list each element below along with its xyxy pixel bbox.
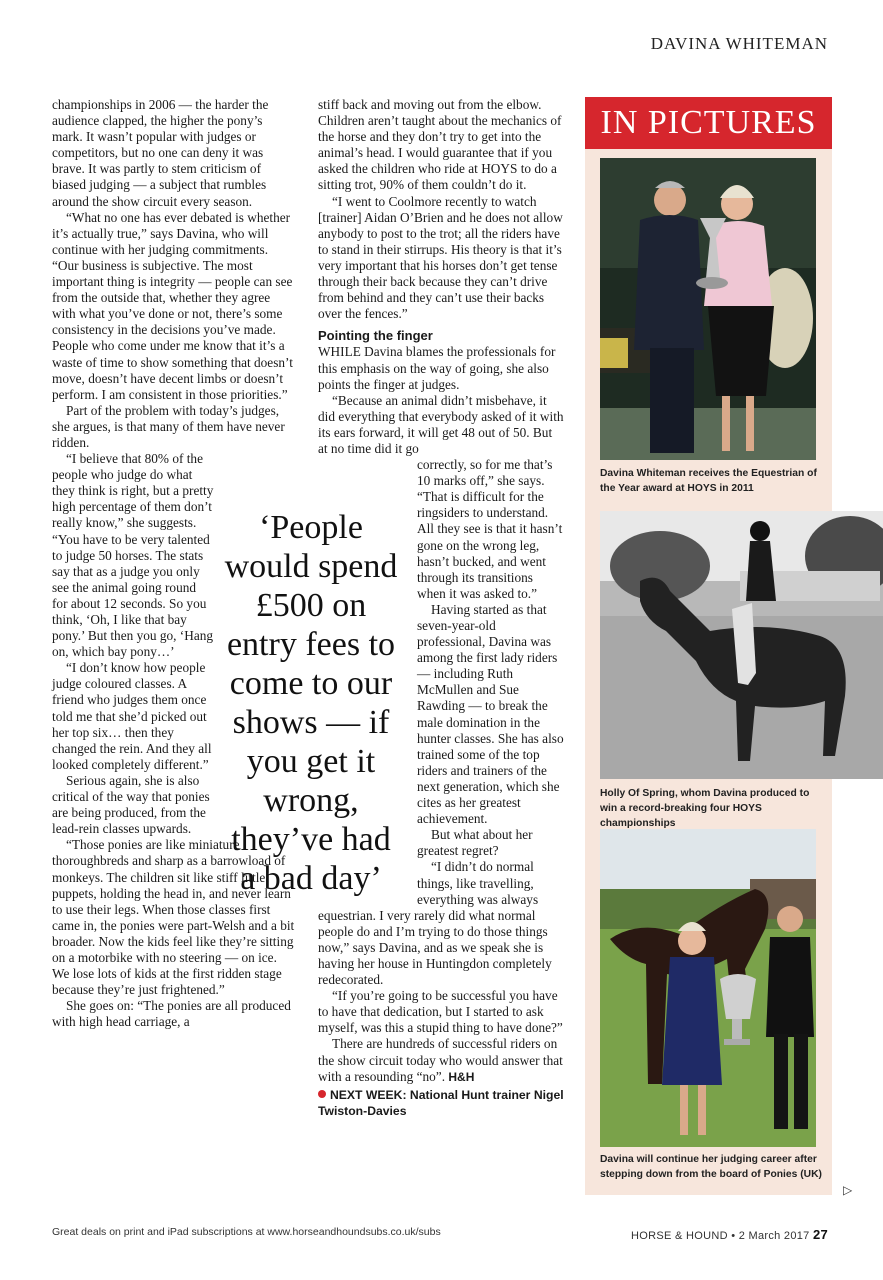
photo-judging-career bbox=[600, 829, 816, 1147]
photo-caption-1: Davina Whiteman receives the Equestrian of the Year award at HOYS in 2011 bbox=[600, 468, 817, 494]
magazine-date: HORSE & HOUND • 2 March 2017 bbox=[631, 1230, 810, 1242]
section-header: DAVINA WHITEMAN bbox=[650, 34, 828, 53]
paragraph: “What no one has ever debated is whether it’s actually true,” says Davina, who will continue with her judging commitments. “Our business is subjective. The most important thing is integrity — people can see from the outside that, whether they agree with what you’ve done or not, there’s some consistency in the decisions you’ve made. People who come under me know that it’s a waste of time to show something that doesn’t move, doesn’t have decent limbs or doesn’t perform. I am consistent in those priorities.” bbox=[52, 209, 293, 402]
paragraph: Part of the problem with today’s judges, she argues, is that many of them have never ridden. bbox=[52, 402, 285, 450]
sidebar-title: IN PICTURES bbox=[585, 97, 832, 149]
wrapped-text-block bbox=[52, 451, 214, 837]
folio bbox=[631, 1227, 828, 1242]
subscription-footer: Great deals on print and iPad subscriptions at www.horseandhoundsubs.co.uk/subs bbox=[52, 1226, 441, 1238]
photo-caption-2: Holly Of Spring, whom Davina produced to win a record-breaking four HOYS championships bbox=[600, 788, 810, 829]
paragraph: “If you’re going to be successful you have to have that dedication, but I started to ask myself, was this a stupid thing to have done?” bbox=[318, 988, 563, 1036]
pony-photo-illustration bbox=[600, 511, 883, 779]
photo-caption-3: Davina will continue her judging career after stepping down from the board of Ponies (UK) bbox=[600, 1154, 822, 1180]
bullet-dot-icon bbox=[318, 1090, 326, 1098]
subheading: Pointing the finger bbox=[318, 328, 433, 344]
photo-holly-of-spring bbox=[600, 511, 883, 779]
paragraph: equestrian. I very rarely did what normal people do and I’m trying to do those things now,” says Davina, and as we speak she is having her house in Huntingdon completely redecorated. bbox=[318, 907, 552, 988]
photo-award-presentation bbox=[600, 158, 816, 460]
trophy-photo-illustration bbox=[600, 829, 816, 1147]
paragraph: championships in 2006 — the harder the audience clapped, the higher the pony’s mark. It wasn’t popular with judges or competitors, but no one can deny it was brave. It was partly to stem criticism of biased judging — a subject that rumbles around the show circuit every season. bbox=[52, 97, 269, 209]
next-page-arrow-icon: ▷ bbox=[843, 1183, 853, 1197]
next-week-teaser bbox=[318, 1087, 564, 1119]
final-paragraph-text: There are hundreds of successful riders on the show circuit today who would answer that with a resounding “no”. bbox=[318, 1036, 563, 1084]
signoff: H&H bbox=[448, 1069, 475, 1084]
pull-quote: ‘People would spend £500 on entry fees to come to our shows — if you get it wrong, they’ve had a bad day’ bbox=[224, 509, 398, 897]
paragraph: WHILE Davina blames the professionals for this emphasis on the way of going, she also points the finger at judges. bbox=[318, 344, 556, 392]
paragraph: Having started as that seven-year-old professional, Davina was among the first lady riders — including Ruth McMullen and Sue Rawding — to break the male domination in the hunter classes. She has also trained some of the top riders and trainers of the next generation, which she cites as her greatest achievement. bbox=[417, 601, 564, 827]
award-photo-illustration bbox=[600, 158, 816, 460]
paragraph: “Those ponies are like miniature thoroughbreds and sharp as a barrowload of monkeys. The children sit like stiff little puppets, holding the head in, and never learn to use their legs. When those classes first came in, the ponies were part-Welsh and a bit broader. Now the kids feel like they’re sitting on a motorbike with no steering — on ice. We lose lots of kids at the first ridden stage because they’re just frightened.” bbox=[52, 837, 295, 998]
paragraph: “Because an animal didn’t misbehave, it did everything that everybody asked of it with its ears forward, it will get 48 out of 50. But at no time did it go bbox=[318, 392, 564, 456]
paragraph: stiff back and moving out from the elbow. Children aren’t taught about the mechanics of the horse and they don’t try to get into the animal’s head. I would guarantee that if you asked the children who ride at HOYS to do a sitting trot, 90% of them couldn’t do it. bbox=[318, 97, 562, 193]
wrapped-text-block bbox=[417, 457, 564, 908]
paragraph: “I don’t know how people judge coloured classes. A friend who judges them once told me that she’d picked out her top six… then they changed the rein. And they all looked completely different.” bbox=[52, 660, 212, 772]
paragraph: Serious again, she is also critical of the way that ponies are being produced, from the lead-rein classes upwards. bbox=[52, 772, 210, 837]
paragraph: correctly, so for me that’s 10 marks off,” she says. “That is difficult for the ringsiders to understand. All they see is that it hasn’t gone on the wrong leg, hasn’t bucked, and went through its transitions when it was asked to.” bbox=[417, 457, 563, 601]
paragraph: “I went to Coolmore recently to watch [trainer] Aidan O’Brien and he does not allow anybody to post to the trot; all the riders have to stand in their stirrups. His theory is that it’s very important that his horses don’t get tense through their back because they can’t drive from behind and they can’t use their backs over the fences.” bbox=[318, 193, 563, 322]
page-number: 27 bbox=[812, 1227, 828, 1242]
paragraph bbox=[318, 1036, 564, 1084]
paragraph: She goes on: “The ponies are all produced with high head carriage, a bbox=[52, 998, 291, 1030]
paragraph: “I believe that 80% of the people who judge do what they think is right, but a pretty high percentage of them don’t really know,” she suggests. “You have to be very talented to judge 50 horses. The stats say that as a judge you only see the animal going round for about 12 seconds. So you think, ‘Oh, I like that bay pony.’ But then you go, ‘Hang on, which bay pony…’ bbox=[52, 451, 214, 660]
paragraph: But what about her greatest regret? bbox=[417, 827, 533, 859]
next-week-text: NEXT WEEK: National Hunt trainer Nigel Twiston-Davies bbox=[318, 1087, 564, 1118]
paragraph: “I didn’t do normal things, like travelling, everything was always bbox=[417, 859, 539, 907]
